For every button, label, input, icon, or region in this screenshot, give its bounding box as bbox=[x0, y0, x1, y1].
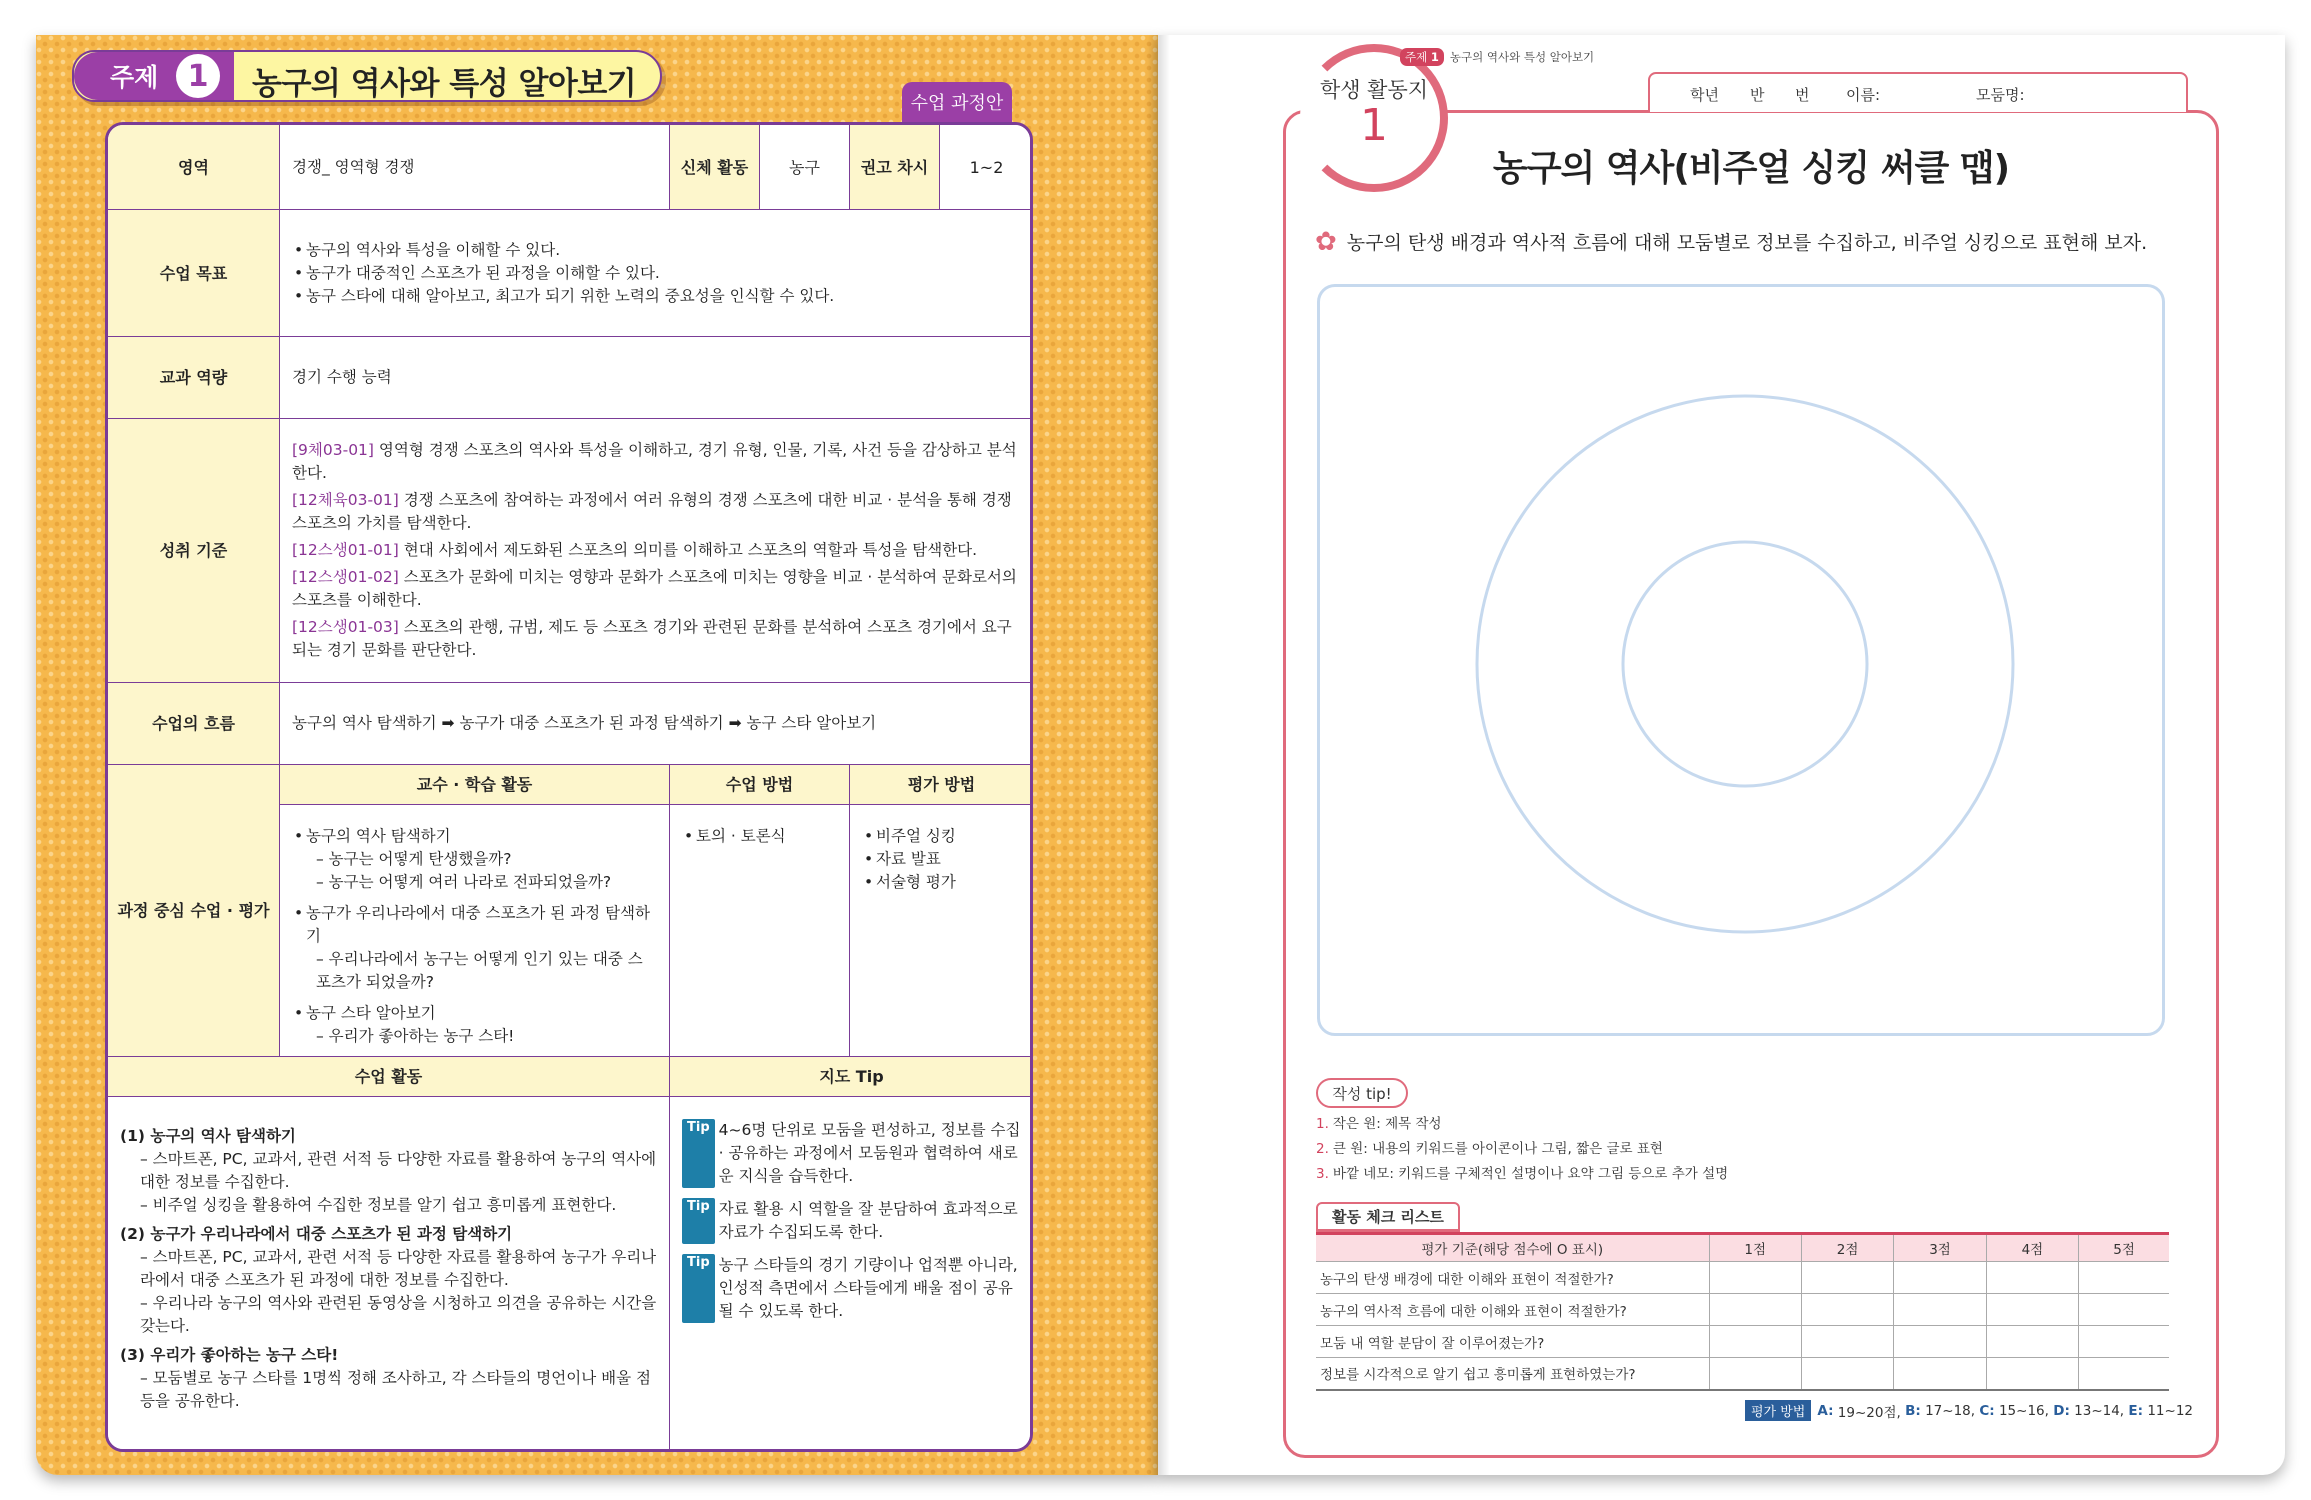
standard-code: [12스생01-01] bbox=[292, 541, 399, 559]
step-title: (2) 농구가 우리나라에서 대중 스포츠가 된 과정 탐색하기 bbox=[120, 1225, 513, 1243]
score-cell[interactable] bbox=[2079, 1294, 2169, 1326]
lesson-activity-body bbox=[108, 1097, 670, 1452]
grade-range: 17~18, bbox=[1925, 1402, 1976, 1419]
writing-tip bbox=[1316, 1137, 1728, 1162]
writing-tip bbox=[1316, 1112, 1728, 1137]
checklist-row bbox=[1316, 1358, 2169, 1390]
writing-tips-label: 작성 tip! bbox=[1316, 1078, 1408, 1108]
score-cell[interactable] bbox=[2079, 1326, 2169, 1358]
standard-text: 영역형 경쟁 스포츠의 역사와 특성을 이해하고, 경기 유형, 인물, 기록, 사건 등을 감상하고 분석한다. bbox=[292, 441, 1017, 482]
writing-tips-list bbox=[1316, 1112, 1728, 1187]
tip-number: 1. bbox=[1316, 1116, 1329, 1132]
checklist-criteria-header: 평가 기준(해당 점수에 O 표시) bbox=[1316, 1234, 1709, 1262]
criteria-cell: 정보를 시각적으로 알기 쉽고 흥미롭게 표현하였는가? bbox=[1316, 1358, 1709, 1390]
activity-item bbox=[292, 902, 657, 994]
checklist-row bbox=[1316, 1294, 2169, 1326]
score-cell[interactable] bbox=[1894, 1358, 1986, 1390]
score-cell[interactable] bbox=[1709, 1326, 1801, 1358]
tip-badge: Tip bbox=[682, 1119, 715, 1188]
goals-body bbox=[280, 210, 1033, 337]
tip-item bbox=[682, 1119, 1021, 1188]
guidance-tip-header: 지도 Tip bbox=[670, 1057, 1033, 1097]
score-cell[interactable] bbox=[2079, 1358, 2169, 1390]
theme-banner bbox=[72, 50, 662, 102]
worksheet-badge-label: 학생 활동지 bbox=[1319, 78, 1429, 102]
standard-code: [12체육03-01] bbox=[292, 491, 399, 509]
goal-item: • 농구 스타에 대해 알아보고, 최고가 되기 위한 노력의 중요성을 인식할 수 있다. bbox=[292, 285, 1021, 308]
score-header: 4점 bbox=[1986, 1234, 2078, 1262]
grade-range: 13~14, bbox=[2074, 1402, 2125, 1419]
grade-letter: D: bbox=[2053, 1402, 2070, 1419]
worksheet-title: 농구의 역사(비주얼 싱킹 써클 맵) bbox=[1492, 148, 2010, 189]
flow-value: 농구의 역사 탐색하기 ➡ 농구가 대중 스포츠가 된 과정 탐색하기 ➡ 농구 스타 알아보기 bbox=[280, 683, 1033, 765]
activity-item bbox=[292, 1002, 657, 1048]
checklist-row bbox=[1316, 1262, 2169, 1294]
circle-map-box[interactable] bbox=[1317, 284, 2165, 1036]
activity-item bbox=[292, 825, 657, 894]
tip-badge: Tip bbox=[682, 1198, 715, 1244]
score-cell[interactable] bbox=[1709, 1294, 1801, 1326]
writing-tip bbox=[1316, 1162, 1728, 1187]
grade-range: 19~20점, bbox=[1837, 1404, 1901, 1421]
score-cell[interactable] bbox=[1894, 1326, 1986, 1358]
flower-icon: ✿ bbox=[1315, 226, 1337, 257]
evaluation-header: 평가 방법 bbox=[850, 765, 1033, 805]
evaluation-item: • 서술형 평가 bbox=[862, 871, 1021, 894]
score-cell[interactable] bbox=[1894, 1294, 1986, 1326]
activity-sub: – 우리가 좋아하는 농구 스타! bbox=[316, 1027, 515, 1045]
tip-number: 3. bbox=[1316, 1166, 1329, 1182]
goal-item: • 농구의 역사와 특성을 이해할 수 있다. bbox=[292, 239, 1021, 262]
score-cell[interactable] bbox=[1986, 1326, 2078, 1358]
activity-main: 농구가 우리나라에서 대중 스포츠가 된 과정 탐색하기 bbox=[306, 904, 650, 945]
theme-title: 농구의 역사와 특성 알아보기 bbox=[252, 66, 637, 102]
theme-number: 1 bbox=[176, 54, 220, 98]
step-title: (1) 농구의 역사 탐색하기 bbox=[120, 1127, 296, 1145]
score-cell[interactable] bbox=[1709, 1262, 1801, 1294]
standard-item bbox=[292, 539, 1021, 562]
score-header: 1점 bbox=[1709, 1234, 1801, 1262]
number-label: 번 bbox=[1795, 86, 1810, 104]
worksheet-theme-title: 농구의 역사와 특성 알아보기 bbox=[1449, 50, 1595, 64]
tip-text: 농구 스타들의 경기 기량이나 업적뿐 아니라, 인성적 측면에서 스타들에게 배울 점이 공유될 수 있도록 한다. bbox=[718, 1256, 1018, 1320]
criteria-cell: 농구의 탄생 배경에 대한 이해와 표현이 적절한가? bbox=[1316, 1262, 1709, 1294]
competency-header: 교과 역량 bbox=[108, 337, 280, 419]
step-item: – 스마트폰, PC, 교과서, 관련 서적 등 다양한 자료를 활용하여 농구가 우리나라에서 대중 스포츠가 된 과정에 대한 정보를 수집한다. bbox=[140, 1248, 657, 1289]
standards-body bbox=[280, 419, 1033, 683]
score-header: 2점 bbox=[1801, 1234, 1893, 1262]
standards-header: 성취 기준 bbox=[108, 419, 280, 683]
goals-header: 수업 목표 bbox=[108, 210, 280, 337]
instruction-text: 농구의 탄생 배경과 역사적 흐름에 대해 모둠별로 정보를 수집하고, 비주얼 싱킹으로 표현해 보자. bbox=[1346, 232, 2148, 254]
theme-word: 주제 bbox=[110, 63, 159, 92]
flow-header: 수업의 흐름 bbox=[108, 683, 280, 765]
tip-item bbox=[682, 1198, 1021, 1244]
criteria-cell: 모둠 내 역할 분담이 잘 이루어졌는가? bbox=[1316, 1326, 1709, 1358]
step-item: – 모둠별로 농구 스타를 1명씩 정해 조사하고, 각 스타들의 명언이나 배울 점 등을 공유한다. bbox=[140, 1369, 651, 1410]
score-cell[interactable] bbox=[1801, 1358, 1893, 1390]
standard-text: 스포츠의 관행, 규범, 제도 등 스포츠 경기와 관련된 문화를 분석하여 스포츠 경기에서 요구되는 경기 문화를 판단한다. bbox=[292, 618, 1012, 659]
activity-sub: – 농구는 어떻게 여러 나라로 전파되었을까? bbox=[316, 873, 612, 891]
evaluation-item: • 비주얼 싱킹 bbox=[862, 825, 1021, 848]
standard-text: 현대 사회에서 제도화된 스포츠의 의미를 이해하고 스포츠의 역할과 특성을 탐색한다. bbox=[403, 541, 978, 559]
standard-item bbox=[292, 439, 1021, 485]
goals-list bbox=[292, 239, 1021, 308]
standard-code: [12스생01-02] bbox=[292, 568, 399, 586]
method-list bbox=[682, 825, 837, 848]
grade-letter: B: bbox=[1905, 1402, 1921, 1419]
activity-value: 농구 bbox=[760, 125, 850, 210]
class-label: 반 bbox=[1750, 86, 1765, 104]
activity-header: 신체 활동 bbox=[670, 125, 760, 210]
score-cell[interactable] bbox=[1801, 1294, 1893, 1326]
activity-sub: – 우리나라에서 농구는 어떻게 인기 있는 대중 스포츠가 되었을까? bbox=[316, 950, 643, 991]
grade-letter: E: bbox=[2128, 1402, 2144, 1419]
score-cell[interactable] bbox=[1986, 1262, 2078, 1294]
area-header: 영역 bbox=[108, 125, 280, 210]
checklist-table bbox=[1316, 1232, 2169, 1391]
tip-text: 4~6명 단위로 모둠을 편성하고, 정보를 수집 · 공유하는 과정에서 모둠원과 협력하여 새로운 지식을 습득한다. bbox=[718, 1121, 1021, 1185]
checklist-header-row bbox=[1316, 1234, 2169, 1262]
activity-sub: – 농구는 어떻게 탄생했을까? bbox=[316, 850, 512, 868]
lesson-activity-header: 수업 활동 bbox=[108, 1057, 670, 1097]
standard-code: [12스생01-03] bbox=[292, 618, 399, 636]
checklist-row bbox=[1316, 1326, 2169, 1358]
worksheet-badge-number: 1 bbox=[1360, 100, 1388, 151]
checklist-label: 활동 체크 리스트 bbox=[1316, 1202, 1460, 1232]
outer-circle bbox=[1477, 396, 2013, 932]
standard-item bbox=[292, 489, 1021, 535]
standard-text: 스포츠가 문화에 미치는 영향과 문화가 스포츠에 미치는 영향을 비교 · 분석하여 문화로서의 스포츠를 이해한다. bbox=[292, 568, 1017, 609]
step-item: – 스마트폰, PC, 교과서, 관련 서적 등 다양한 자료를 활용하여 농구의 역사에 대한 정보를 수집한다. bbox=[140, 1150, 657, 1191]
standard-code: [9체03-01] bbox=[292, 441, 374, 459]
grading-scale bbox=[1745, 1400, 2193, 1421]
criteria-cell: 농구의 역사적 흐름에 대한 이해와 표현이 적절한가? bbox=[1316, 1294, 1709, 1326]
evaluation-list bbox=[862, 825, 1021, 894]
worksheet-theme bbox=[1400, 48, 1594, 66]
grading-scale-label: 평가 방법 bbox=[1745, 1400, 1811, 1421]
hours-value: 1~2 bbox=[940, 125, 1033, 210]
standard-text: 경쟁 스포츠에 참여하는 과정에서 여러 유형의 경쟁 스포츠에 대한 비교 · 분석을 통해 경쟁 스포츠의 가치를 탐색한다. bbox=[292, 491, 1012, 532]
score-cell[interactable] bbox=[2079, 1262, 2169, 1294]
process-header: 과정 중심 수업 · 평가 bbox=[108, 765, 280, 1057]
step-item: – 비주얼 싱킹을 활용하여 수집한 정보를 알기 쉽고 흥미롭게 표현한다. bbox=[140, 1196, 617, 1214]
guidance-tip-body bbox=[670, 1097, 1033, 1452]
tip-text: 바깥 네모: 키워드를 구체적인 설명이나 요약 그림 등으로 추가 설명 bbox=[1332, 1166, 1729, 1182]
method-item: • 토의 · 토론식 bbox=[682, 825, 837, 848]
score-header: 3점 bbox=[1894, 1234, 1986, 1262]
standard-item bbox=[292, 616, 1021, 662]
grade-letter: C: bbox=[1979, 1402, 1995, 1419]
score-header: 5점 bbox=[2079, 1234, 2169, 1262]
evaluation-body bbox=[850, 805, 1033, 1057]
grade-letter: A: bbox=[1817, 1402, 1834, 1419]
activity-main: 농구 스타 알아보기 bbox=[306, 1004, 436, 1022]
score-cell[interactable] bbox=[1801, 1262, 1893, 1294]
step-item: – 우리나라 농구의 역사와 관련된 동영상을 시청하고 의견을 공유하는 시간을 갖는다. bbox=[140, 1294, 657, 1335]
tip-text: 자료 활용 시 역할을 잘 분담하여 효과적으로 자료가 수집되도록 한다. bbox=[718, 1200, 1018, 1241]
score-cell[interactable] bbox=[1986, 1294, 2078, 1326]
teaching-activity-header: 교수 · 학습 활동 bbox=[280, 765, 670, 805]
tip-item bbox=[682, 1254, 1021, 1323]
student-info-tab bbox=[1648, 72, 2188, 112]
standard-item bbox=[292, 566, 1021, 612]
score-cell[interactable] bbox=[1894, 1262, 1986, 1294]
tip-text: 큰 원: 내용의 키워드를 아이콘이나 그림, 짧은 글로 표현 bbox=[1332, 1141, 1663, 1157]
grade-label: 학년 bbox=[1690, 86, 1719, 104]
instruction bbox=[1315, 228, 2147, 255]
score-cell[interactable] bbox=[1801, 1326, 1893, 1358]
activity-list bbox=[292, 825, 657, 1048]
goal-item: • 농구가 대중적인 스포츠가 된 과정을 이해할 수 있다. bbox=[292, 262, 1021, 285]
circle-map bbox=[1320, 287, 2162, 1033]
worksheet-theme-tag bbox=[1400, 48, 1444, 66]
grade-range: 11~12 bbox=[2147, 1402, 2193, 1419]
book-spine bbox=[1148, 35, 1170, 1475]
tip-text: 작은 원: 제목 작성 bbox=[1332, 1116, 1442, 1132]
score-cell[interactable] bbox=[1986, 1358, 2078, 1390]
tip-number: 2. bbox=[1316, 1141, 1329, 1157]
tip-badge: Tip bbox=[682, 1254, 715, 1323]
worksheet-theme-number: 1 bbox=[1430, 50, 1439, 64]
evaluation-item: • 자료 발표 bbox=[862, 848, 1021, 871]
group-label: 모둠명: bbox=[1976, 86, 2025, 104]
teaching-activity-body bbox=[280, 805, 670, 1057]
competency-value: 경기 수행 능력 bbox=[280, 337, 1033, 419]
method-header: 수업 방법 bbox=[670, 765, 850, 805]
step-title: (3) 우리가 좋아하는 농구 스타! bbox=[120, 1346, 339, 1364]
hours-header: 권고 차시 bbox=[850, 125, 940, 210]
name-label: 이름: bbox=[1846, 86, 1881, 104]
inner-circle bbox=[1623, 542, 1867, 786]
area-value: 경쟁_ 영역형 경쟁 bbox=[280, 125, 670, 210]
grade-range: 15~16, bbox=[1998, 1402, 2049, 1419]
lesson-plan-table bbox=[105, 122, 1033, 1452]
worksheet-theme-word: 주제 bbox=[1405, 50, 1428, 64]
course-plan-tab: 수업 과정안 bbox=[902, 82, 1012, 122]
score-cell[interactable] bbox=[1709, 1358, 1801, 1390]
activity-main: 농구의 역사 탐색하기 bbox=[306, 827, 451, 845]
method-body bbox=[670, 805, 850, 1057]
